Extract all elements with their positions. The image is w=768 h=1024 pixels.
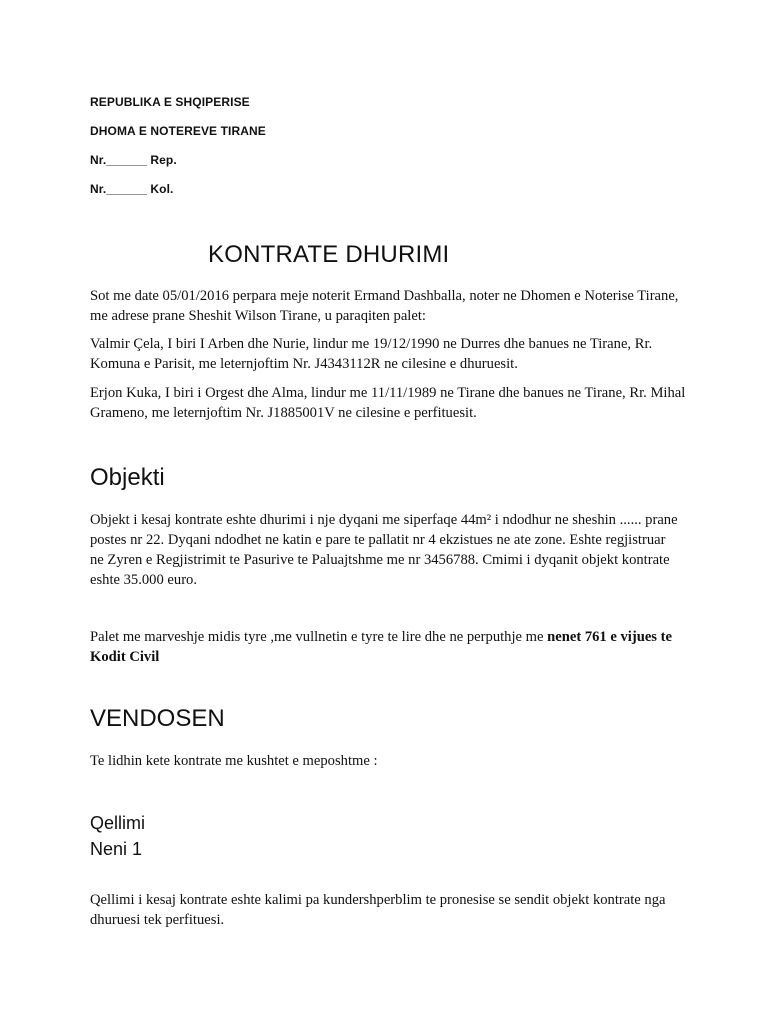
intro-paragraph: Sot me date 05/01/2016 perpara meje noterit Ermand Dashballa, noter ne Dhomen e Noterise Tirane, me adrese prane Sheshit Wilson Tirane, u paraqiten palet: [90, 288, 679, 324]
section-heading-vendosen: VENDOSEN [90, 705, 225, 732]
beneficiary-paragraph: Erjon Kuka, I biri i Orgest dhe Alma, lindur me 11/11/1989 ne Tirane dhe banues ne Tirane, Rr. Mihal Grameno, me leternjoftim Nr. J1885001V ne cilesine e perfituesit. [90, 385, 686, 421]
header-chamber: DHOMA E NOTEREVE TIRANE [90, 124, 266, 138]
header-kol-number: Nr.______ Kol. [90, 182, 174, 196]
header-republic: REPUBLIKA E SHQIPERISE [90, 95, 250, 109]
vendosen-paragraph: Te lidhin kete kontrate me kushtet e meposhtme : [90, 753, 378, 769]
article-heading-neni-1: Neni 1 [90, 839, 143, 859]
objekti-paragraph: Objekt i kesaj kontrate eshte dhurimi i nje dyqani me siperfaqe 44m² i ndodhur ne sheshin ...... prane postes nr 22. Dyqani ndodhet ne katin e pare te pallatit nr 4 ekzistues ne ate zone. Eshte regjistruar ne Zyren e Regjistrimit te Pasurive te Paluajtshme me nr 3456788. Cmimi i dyqanit objekt kontrate eshte 35.000 euro. [90, 512, 678, 588]
agreement-text: Palet me marveshje midis tyre ,me vullnetin e tyre te lire dhe ne perputhje me [90, 629, 548, 645]
civil-code-reference: nenet 761 e vijues te Kodit Civil [90, 629, 672, 665]
qellimi-paragraph: Qellimi i kesaj kontrate eshte kalimi pa kundershperblim te pronesise se sendit objekt kontrate nga dhuruesi tek perfituesi. [90, 892, 666, 928]
header-rep-number: Nr.______ Rep. [90, 153, 177, 167]
section-heading-qellimi: Qellimi [90, 813, 146, 833]
section-heading-objekti: Objekti [90, 464, 165, 491]
document-title: KONTRATE DHURIMI [208, 241, 450, 268]
donor-paragraph: Valmir Çela, I biri I Arben dhe Nurie, lindur me 19/12/1990 ne Durres dhe banues ne Tirane, Rr. Komuna e Parisit, me leternjoftim Nr. J4343112R ne cilesine e dhuruesit. [90, 336, 653, 372]
agreement-paragraph [90, 627, 690, 667]
